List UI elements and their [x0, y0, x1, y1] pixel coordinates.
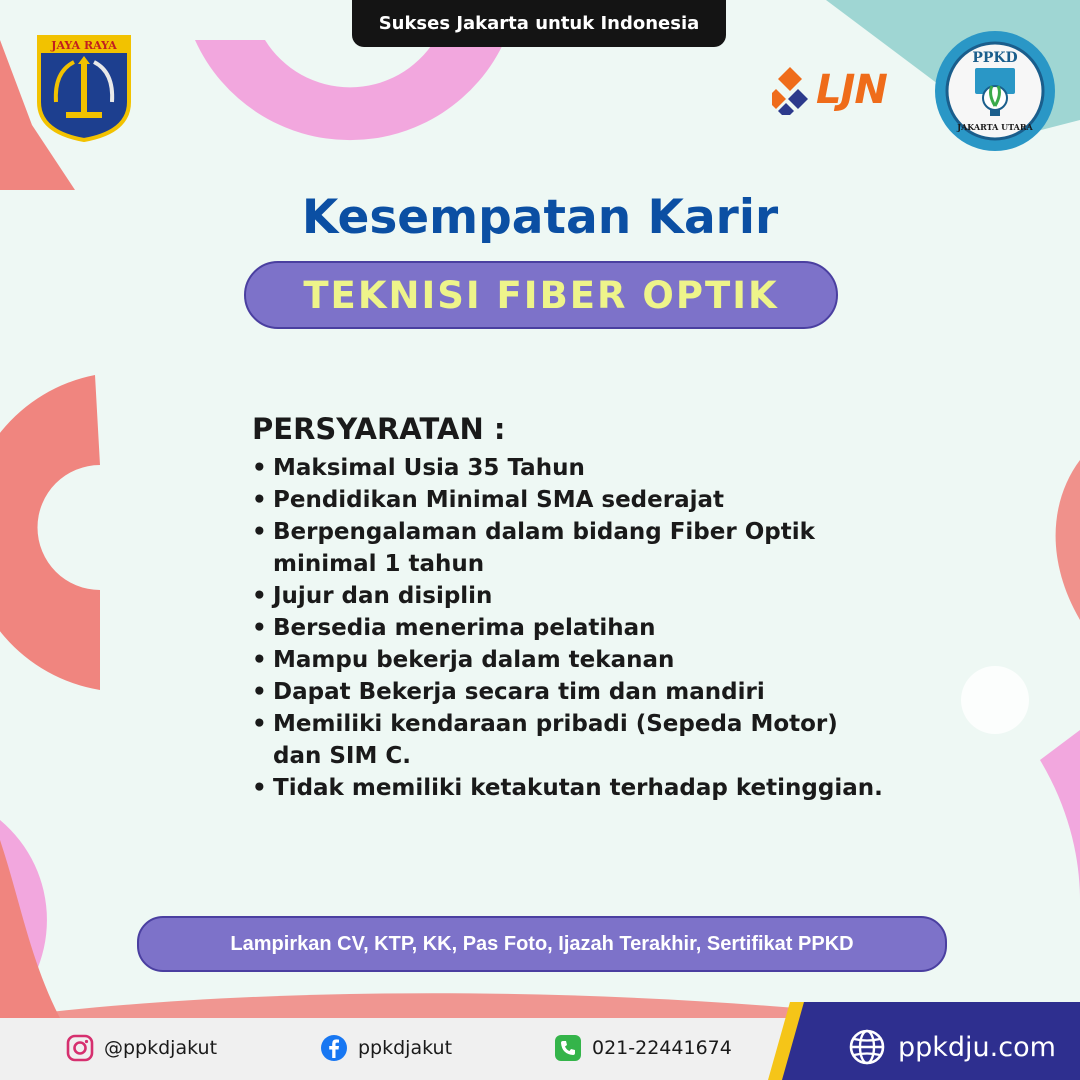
requirement-item: • Memiliki kendaraan pribadi (Sepeda Motor) dan SIM C. [252, 708, 892, 772]
instagram-handle: @ppkdjakut [104, 1037, 218, 1059]
salmon-shape-mid-right [1056, 460, 1080, 620]
requirement-item: • Bersedia menerima pelatihan [252, 612, 892, 644]
job-title-pill: TEKNISI FIBER OPTIK [244, 261, 838, 329]
pink-arc-top [195, 40, 505, 140]
ppkd-seal-bottom-text: JAKARTA UTARA [957, 122, 1033, 132]
globe-icon [848, 1028, 886, 1066]
facebook-contact[interactable] [320, 1034, 452, 1062]
requirement-item: • Maksimal Usia 35 Tahun [252, 452, 892, 484]
jaya-raya-emblem-icon [34, 32, 134, 142]
facebook-handle: ppkdjakut [358, 1037, 453, 1059]
headline: Kesempatan Karir [301, 190, 779, 245]
requirement-item: • Berpengalaman dalam bidang Fiber Optik minimal 1 tahun [252, 516, 892, 580]
requirement-item: • Tidak memiliki ketakutan terhadap ketinggian. [252, 772, 892, 804]
requirement-item: • Jujur dan disiplin [252, 580, 892, 612]
requirement-item: • Dapat Bekerja secara tim dan mandiri [252, 676, 892, 708]
website-contact[interactable] [848, 1026, 1056, 1068]
ppkd-seal-icon [930, 26, 1060, 156]
phone-contact[interactable] [554, 1034, 732, 1062]
ljn-logo-icon [772, 65, 812, 115]
requirement-item: • Mampu bekerja dalam tekanan [252, 644, 892, 676]
requirement-item: • Pendidikan Minimal SMA sederajat [252, 484, 892, 516]
website-url: ppkdju.com [898, 1031, 1056, 1063]
phone-icon [554, 1034, 582, 1062]
attachments-pill: Lampirkan CV, KTP, KK, Pas Foto, Ijazah Terakhir, Sertifikat PPKD [137, 916, 947, 972]
phone-number: 021-22441674 [592, 1037, 732, 1059]
instagram-icon [66, 1034, 94, 1062]
ppkd-seal-top-text: PPKD [972, 50, 1018, 66]
instagram-contact[interactable] [66, 1034, 217, 1062]
tagline-banner: Sukses Jakarta untuk Indonesia [352, 0, 726, 47]
requirements-list [252, 452, 892, 804]
salmon-bottom-curve [0, 993, 900, 1018]
jaya-raya-text: JAYA RAYA [51, 39, 117, 52]
pink-shape-right [1040, 730, 1080, 900]
ljn-logo [772, 62, 912, 118]
white-blob-right [961, 666, 1029, 734]
salmon-arc-left [0, 375, 100, 690]
facebook-icon [320, 1034, 348, 1062]
requirements-heading: PERSYARATAN : [252, 412, 506, 446]
ljn-logo-text: LJN [816, 67, 887, 113]
requirements-section [252, 412, 892, 804]
